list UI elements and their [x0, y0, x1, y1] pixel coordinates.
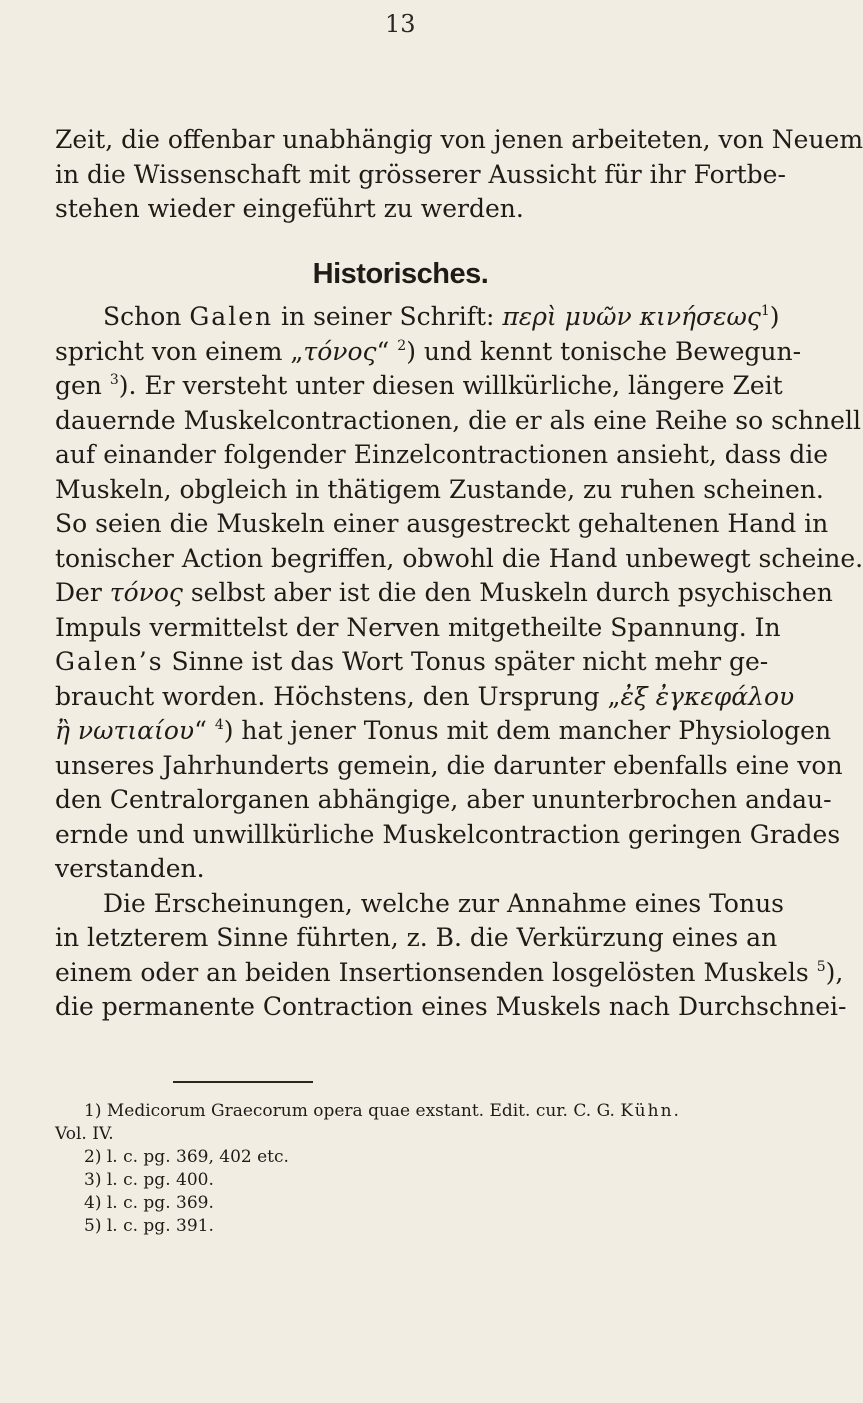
- text-line: verstanden.: [55, 854, 205, 883]
- main-text: [55, 300, 863, 1025]
- author-name: Galen’s: [55, 647, 164, 676]
- greek-term: τόνος: [303, 336, 377, 366]
- text-line: stehen wieder eingeführt zu werden.: [55, 194, 524, 223]
- text-line: Zeit, die offenbar unabhängig von jenen arbeiteten, von Neuem: [55, 125, 863, 154]
- footnote-ref: 1: [760, 303, 770, 319]
- greek-term: τόνος: [109, 578, 183, 607]
- footnote-item: 4) l. c. pg. 369.: [84, 1193, 214, 1213]
- footnote-item-continuation: Vol. IV.: [55, 1124, 114, 1144]
- text-line: die permanente Contraction eines Muskels nach Durchschnei-: [55, 992, 847, 1021]
- footnote-ref: 5: [816, 958, 826, 975]
- text-line: Impuls vermittelst der Nerven mitgetheilte Spannung. In: [55, 612, 781, 642]
- greek-quote: ἢ νωτιαίου: [55, 716, 195, 745]
- greek-quote: ἐξ ἐγκεφάλου: [620, 681, 795, 711]
- text-line: in die Wissenschaft mit grösserer Aussicht für ihr Fortbe-: [55, 159, 786, 189]
- text-line: ernde und unwillkürliche Muskelcontraction geringen Grades: [55, 819, 841, 849]
- text-line: ἢ νωτιαίου“ $^4$) hat jener Tonus mit dem mancher Physiologen: [55, 716, 832, 745]
- footnote-item: 1) Medicorum Graecorum opera quae exstant. Edit. cur. C. G. Kühn.: [84, 1101, 681, 1121]
- footnote-divider: [173, 1081, 313, 1083]
- text-line: unseres Jahrhunderts gemein, die darunter ebenfalls eine von: [55, 750, 843, 780]
- text-line: Der τόνος selbst aber ist die den Muskeln durch psychischen: [55, 578, 833, 607]
- footnote-item: 3) l. c. pg. 400.: [84, 1170, 214, 1190]
- author-name: Galen: [189, 302, 274, 331]
- intro-paragraph: [55, 123, 863, 227]
- footnote-item: 5) l. c. pg. 391.: [84, 1216, 214, 1236]
- text-line: in letzterem Sinne führten, z. B. die Verkürzung eines an: [55, 923, 778, 952]
- footnote-item: 2) l. c. pg. 369, 402 etc.: [84, 1147, 289, 1167]
- text-line: den Centralorganen abhängige, aber ununterbrochen andau-: [55, 785, 832, 814]
- author-name: Kühn.: [620, 1101, 681, 1121]
- footnotes: [55, 1100, 755, 1238]
- text-line: auf einander folgender Einzelcontractionen ansieht, dass die: [55, 440, 829, 469]
- text-line: braucht worden. Höchstens, den Ursprung „ἐξ ἐγκεφάλου: [55, 681, 795, 711]
- page-number: 13: [385, 10, 416, 38]
- text-line: tonischer Action begriffen, obwohl die Hand unbewegt scheine.: [55, 543, 863, 573]
- footnote-ref: 4: [214, 717, 224, 733]
- text-line: Galen’s Sinne ist das Wort Tonus später nicht mehr ge-: [55, 647, 769, 676]
- footnote-ref: 3: [109, 372, 119, 388]
- text-line: So seien die Muskeln einer ausgestreckt gehaltenen Hand in: [55, 509, 829, 538]
- text-line: Schon Galen in seiner Schrift: περὶ μυῶν κινήσεως$^1$): [103, 302, 780, 331]
- text-line: Die Erscheinungen, welche zur Annahme eines Tonus: [103, 888, 784, 918]
- text-line: dauernde Muskelcontractionen, die er als eine Reihe so schnell: [55, 405, 861, 435]
- section-heading: Historisches.: [312, 258, 489, 290]
- text-line: Muskeln, obgleich in thätigem Zustande, zu ruhen scheinen.: [55, 474, 824, 504]
- text-line: spricht von einem „τόνος“ $^2$) und kennt tonische Bewegun-: [55, 336, 802, 366]
- text-line: einem oder an beiden Insertionsenden losgelösten Muskels $^5$),: [55, 957, 844, 987]
- text-line: gen $^3$). Er versteht unter diesen willkürliche, längere Zeit: [55, 371, 783, 400]
- footnote-ref: 2: [397, 337, 407, 354]
- greek-title: περὶ μυῶν κινήσεως: [502, 302, 761, 331]
